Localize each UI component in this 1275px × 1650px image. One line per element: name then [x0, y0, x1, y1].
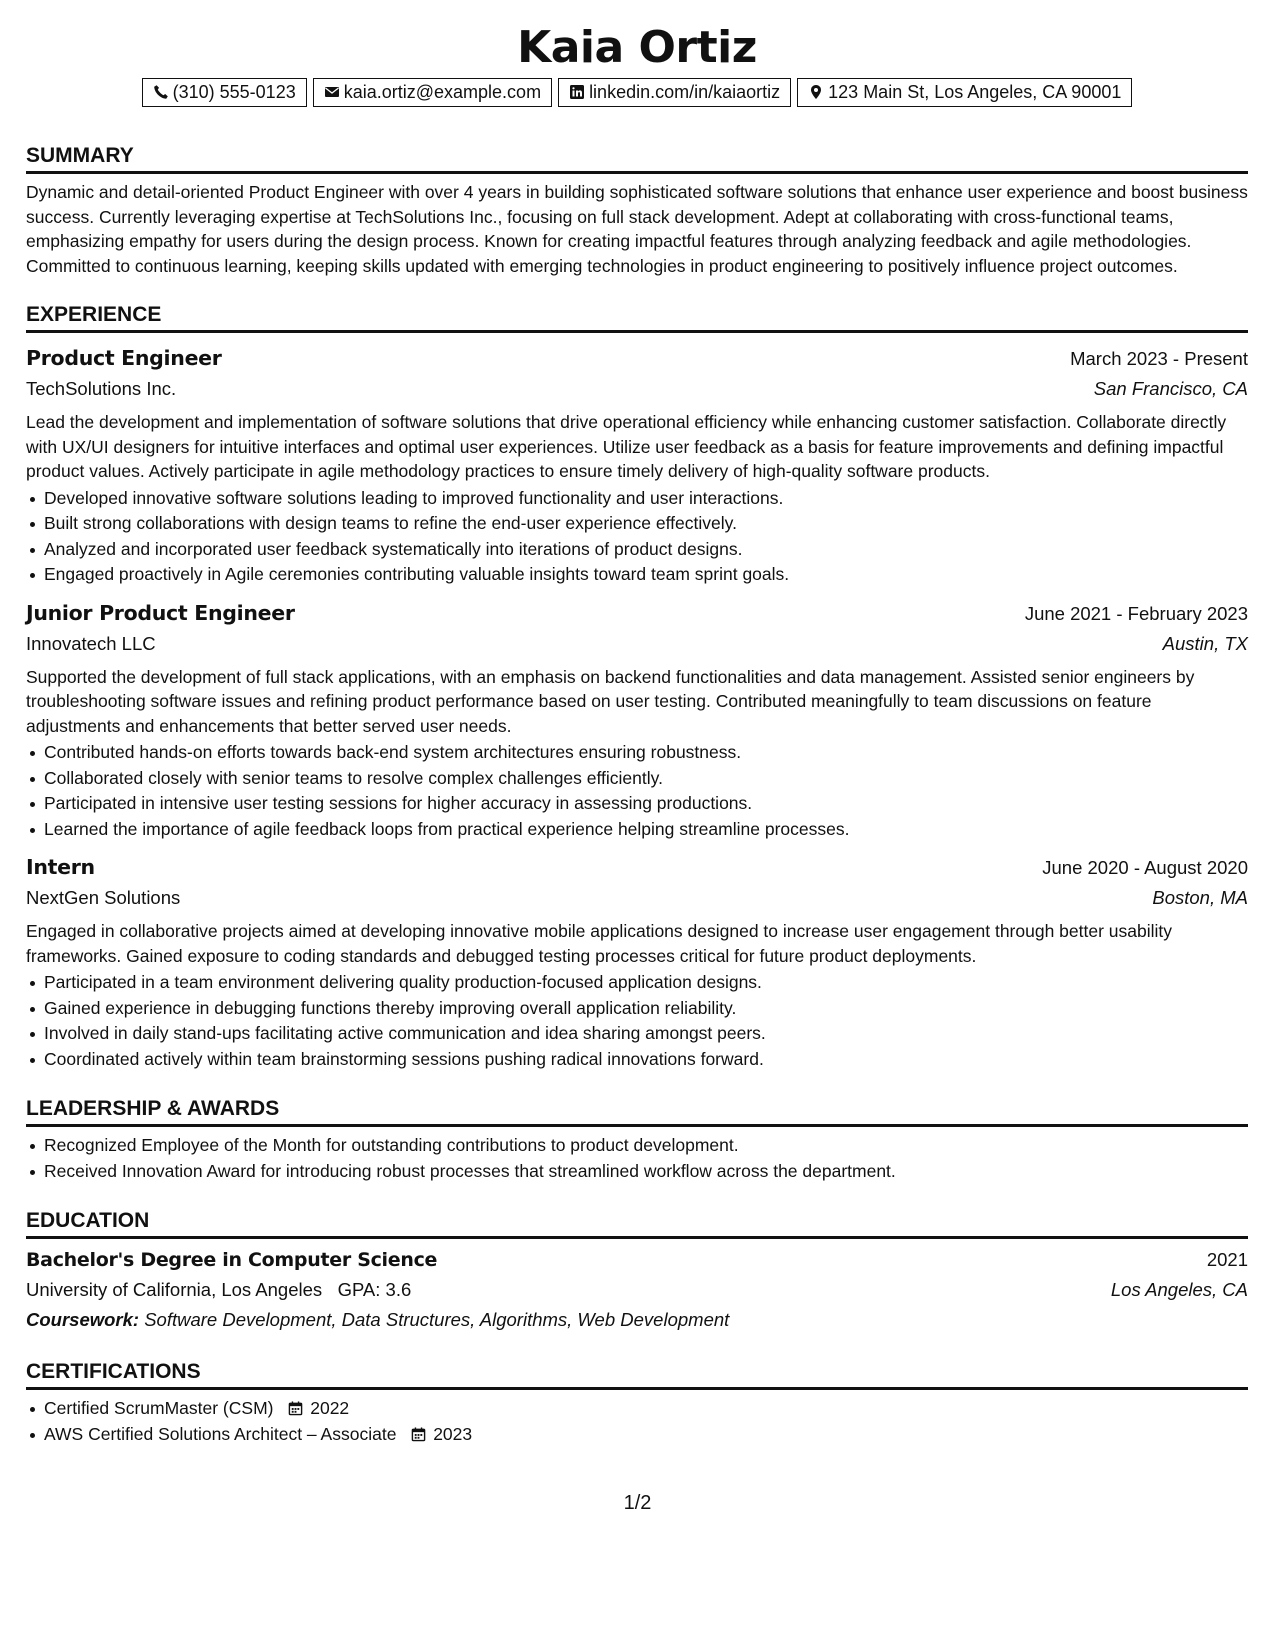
job-location: Austin, TX	[1162, 632, 1248, 654]
envelope-icon	[324, 84, 340, 100]
gpa: GPA: 3.6	[337, 1279, 412, 1300]
cert-name: Certified ScrumMaster (CSM)	[44, 1398, 274, 1418]
summary-heading: SUMMARY	[26, 143, 1248, 174]
education-entry	[26, 1245, 1248, 1335]
contact-linkedin[interactable]	[558, 78, 791, 107]
map-pin-icon	[808, 84, 824, 100]
graduation-year: 2021	[1206, 1249, 1248, 1270]
certifications-list	[26, 1396, 1248, 1447]
job-description: Lead the development and implementation of software solutions that drive operational efficiency while enhancing customer satisfaction. Collaborate directly with UX/UI designers for intuitive interfaces and optimal user experiences. Utilize user feedback as a basis for feature improvements and defining impactful product values. Actively participate in agile methodology practices to ensure timely delivery of high-quality software products.	[26, 412, 1227, 481]
job-bullets	[26, 970, 1248, 1072]
linkedin-icon	[569, 84, 585, 100]
coursework-list: Software Development, Data Structures, Algorithms, Web Development	[144, 1309, 730, 1330]
phone-icon	[153, 84, 169, 100]
job-entry	[26, 343, 1248, 588]
address-text: 123 Main St, Los Angeles, CA 90001	[828, 82, 1122, 102]
page-number: 1/2	[623, 1492, 652, 1514]
coursework-label: Coursework:	[26, 1309, 140, 1330]
school-line	[26, 1275, 411, 1305]
job-location: Boston, MA	[1152, 887, 1248, 908]
list-item: Developed innovative software solutions leading to improved functionality and user interactions.	[44, 486, 1248, 512]
linkedin-text: linkedin.com/in/kaiaortiz	[589, 82, 781, 102]
list-item: Involved in daily stand-ups facilitating active communication and idea sharing amongst peers.	[44, 1021, 1248, 1047]
contact-address[interactable]	[797, 78, 1132, 107]
job-entry	[26, 598, 1248, 843]
list-item	[44, 1422, 1248, 1448]
list-item: Engaged proactively in Agile ceremonies contributing valuable insights toward team sprint goals.	[44, 562, 1248, 588]
job-dates: June 2020 - August 2020	[1042, 857, 1248, 878]
list-item: Recognized Employee of the Month for outstanding contributions to product development.	[44, 1133, 1248, 1159]
summary-text: Dynamic and detail-oriented Product Engineer with over 4 years in building sophisticated software solutions that enhance user experience and boost business success. Currently leveraging expertise at TechSolutions Inc., focusing on full stack development. Adept at collaborating with cross-functional teams, emphasizing empathy for users during the design process. Known for creating impactful features through analyzing feedback and agile methodologies. Committed to continuous learning, keeping skills updated with emerging technologies in product engineering to positively influence project outcomes.	[26, 182, 1248, 276]
job-bullets	[26, 486, 1248, 588]
education-heading: EDUCATION	[26, 1208, 1248, 1239]
resume-page	[26, 0, 1248, 1447]
degree-title: Bachelor's Degree in Computer Science	[26, 1249, 438, 1271]
job-company: TechSolutions Inc.	[26, 378, 177, 399]
list-item: Collaborated closely with senior teams to resolve complex challenges efficiently.	[44, 766, 1248, 792]
school-location: Los Angeles, CA	[1110, 1279, 1248, 1300]
candidate-name: Kaia Ortiz	[517, 22, 757, 73]
leadership-heading: LEADERSHIP & AWARDS	[26, 1096, 1248, 1127]
job-description: Supported the development of full stack applications, with an emphasis on backend functionalities and data management. Assisted senior engineers by troubleshooting software issues and refining product performance based on user testing. Contributed meaningfully to team discussions on feature adjustments and enhancements that better served user needs.	[26, 666, 1195, 736]
list-item: Contributed hands-on efforts towards back-end system architectures ensuring robustness.	[44, 740, 1248, 766]
leadership-list	[26, 1133, 1248, 1184]
job-entry	[26, 852, 1248, 1072]
list-item: Gained experience in debugging functions thereby improving overall application reliability.	[44, 996, 1248, 1022]
email-text: kaia.ortiz@example.com	[343, 82, 542, 102]
cert-year: 2023	[433, 1423, 473, 1444]
job-dates: June 2021 - February 2023	[1024, 602, 1248, 624]
contact-bar	[26, 78, 1248, 107]
list-item: Coordinated actively within team brainstorming sessions pushing radical innovations forward.	[44, 1047, 1248, 1073]
certifications-heading: CERTIFICATIONS	[26, 1359, 1248, 1390]
job-location: San Francisco, CA	[1093, 378, 1248, 399]
phone-text: (310) 555-0123	[172, 82, 296, 102]
calendar-icon	[288, 1401, 303, 1416]
list-item: Built strong collaborations with design teams to refine the end-user experience effectively.	[44, 511, 1248, 537]
list-item: Received Innovation Award for introducing robust processes that streamlined workflow across the department.	[44, 1159, 1248, 1185]
list-item: Participated in intensive user testing sessions for higher accuracy in assessing productions.	[44, 791, 1248, 817]
cert-year: 2022	[310, 1398, 350, 1418]
school-name: University of California, Los Angeles	[26, 1279, 323, 1300]
list-item: Learned the importance of agile feedback loops from practical experience helping streamline processes.	[44, 817, 1248, 843]
job-bullets	[26, 740, 1248, 842]
contact-email[interactable]	[313, 78, 552, 107]
contact-phone[interactable]	[142, 78, 307, 107]
list-item	[44, 1396, 1248, 1422]
job-company: Innovatech LLC	[26, 632, 156, 654]
job-dates: March 2023 - Present	[1070, 348, 1248, 369]
job-title: Intern	[26, 855, 95, 879]
coursework-line	[26, 1305, 1248, 1335]
calendar-icon	[411, 1427, 426, 1442]
list-item: Participated in a team environment delivering quality production-focused application designs.	[44, 970, 1248, 996]
list-item: Analyzed and incorporated user feedback systematically into iterations of product designs.	[44, 537, 1248, 563]
experience-heading: EXPERIENCE	[26, 302, 1248, 333]
cert-name: AWS Certified Solutions Architect – Associate	[44, 1423, 397, 1444]
job-description: Engaged in collaborative projects aimed at developing innovative mobile applications designed to increase user engagement through better usability frameworks. Gained exposure to coding standards and debugged testing processes critical for future product deployments.	[26, 921, 1173, 966]
job-title: Junior Product Engineer	[26, 600, 295, 625]
job-title: Product Engineer	[26, 346, 222, 370]
job-company: NextGen Solutions	[26, 887, 181, 908]
